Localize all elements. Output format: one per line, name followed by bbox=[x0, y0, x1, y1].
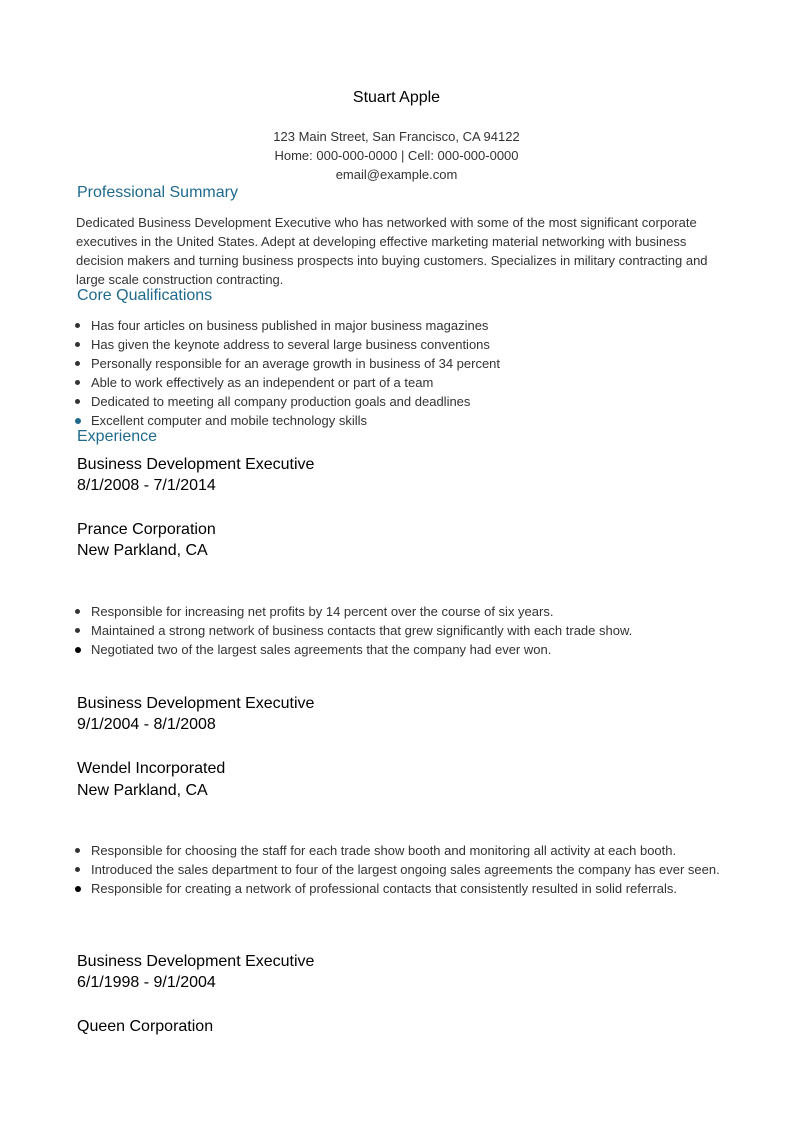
bullet-icon bbox=[75, 418, 81, 424]
bullet-icon bbox=[75, 342, 80, 347]
job-bullets bbox=[91, 602, 632, 659]
summary-text: Dedicated Business Development Executive who has networked with some of the most significant corporate executives in the United States. Adept at developing effective marketing material networking with business decision makers and turning business prospects into buying customers. Specializes in military contracting and large scale construction contracting. bbox=[76, 215, 708, 287]
job-dates: 8/1/2008 - 7/1/2014 bbox=[77, 477, 216, 494]
summary-heading: Professional Summary bbox=[77, 184, 238, 201]
list-item: Maintained a strong network of business contacts that grew significantly with each trade show. bbox=[91, 621, 632, 640]
qualifications-list bbox=[91, 316, 500, 430]
experience-heading: Experience bbox=[77, 428, 158, 445]
list-item: Responsible for increasing net profits by 14 percent over the course of six years. bbox=[91, 602, 632, 621]
bullet-icon bbox=[75, 647, 81, 653]
list-item: Responsible for creating a network of professional contacts that consistently resulted in solid referrals. bbox=[91, 879, 731, 898]
job-dates: 6/1/1998 - 9/1/2004 bbox=[77, 974, 216, 991]
contact-phones: Home: 000-000-0000 | Cell: 000-000-0000 bbox=[274, 148, 519, 163]
job-bullets bbox=[91, 841, 731, 898]
bullet-icon bbox=[75, 609, 80, 614]
bullet-icon bbox=[75, 886, 81, 892]
job-location: New Parkland, CA bbox=[77, 782, 208, 799]
bullet-icon bbox=[75, 380, 80, 385]
bullet-icon bbox=[75, 867, 80, 872]
list-item: Dedicated to meeting all company production goals and deadlines bbox=[91, 392, 500, 411]
job-title: Business Development Executive bbox=[77, 953, 315, 970]
contact-email: email@example.com bbox=[335, 167, 458, 182]
list-item: Negotiated two of the largest sales agreements that the company had ever won. bbox=[91, 640, 632, 659]
job-title: Business Development Executive bbox=[77, 695, 315, 712]
job-location: New Parkland, CA bbox=[77, 542, 208, 559]
list-item: Has given the keynote address to several large business conventions bbox=[91, 335, 500, 354]
list-item: Has four articles on business published in major business magazines bbox=[91, 316, 500, 335]
list-item: Introduced the sales department to four of the largest ongoing sales agreements the company has ever seen. bbox=[91, 860, 731, 879]
contact-address: 123 Main Street, San Francisco, CA 94122 bbox=[273, 129, 520, 144]
list-item: Responsible for choosing the staff for each trade show booth and monitoring all activity at each booth. bbox=[91, 841, 731, 860]
bullet-icon bbox=[75, 399, 80, 404]
bullet-icon bbox=[75, 323, 80, 328]
job-company: Wendel Incorporated bbox=[77, 760, 226, 777]
list-item: Personally responsible for an average growth in business of 34 percent bbox=[91, 354, 500, 373]
bullet-icon bbox=[75, 628, 80, 633]
job-dates: 9/1/2004 - 8/1/2008 bbox=[77, 716, 216, 733]
job-company: Queen Corporation bbox=[77, 1018, 214, 1035]
list-item: Excellent computer and mobile technology skills bbox=[91, 411, 500, 430]
qualifications-heading: Core Qualifications bbox=[77, 287, 213, 304]
bullet-icon bbox=[75, 848, 80, 853]
job-company: Prance Corporation bbox=[77, 521, 216, 538]
job-title: Business Development Executive bbox=[77, 456, 315, 473]
list-item: Able to work effectively as an independent or part of a team bbox=[91, 373, 500, 392]
candidate-name: Stuart Apple bbox=[352, 89, 441, 106]
bullet-icon bbox=[75, 361, 80, 366]
